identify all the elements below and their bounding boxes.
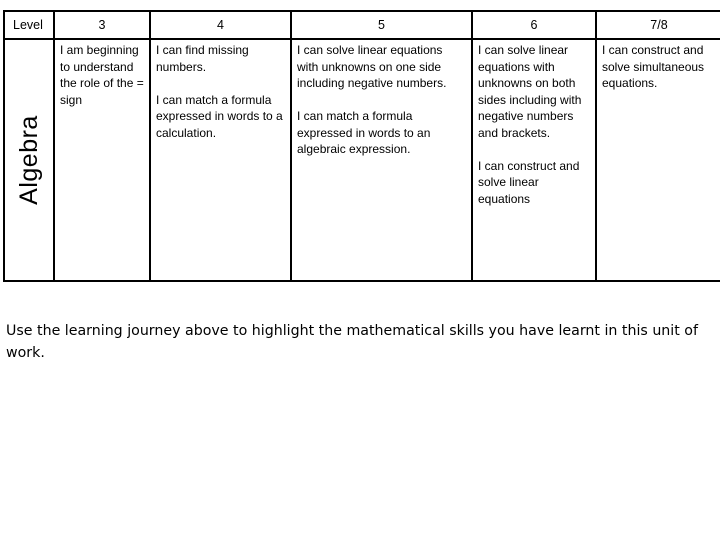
level-7-8-header: 7/8 [596,11,720,39]
level-4-header: 4 [150,11,291,39]
level-5-statement: I can solve linear equations with unknowns on one side including negative numbers. I can match a formula expressed in words to an algebraic expression. [291,39,472,281]
level-7-8-statement: I can construct and solve simultaneous equations. [596,39,720,281]
topic-label: Algebra [14,115,43,205]
level-header-row [4,11,720,39]
level-6-statement: I can solve linear equations with unknowns on both sides including with negative numbers and brackets. I can construct and solve linear equations [472,39,596,281]
algebra-row [4,39,720,281]
level-header: Level [4,11,54,39]
topic-cell [4,39,54,281]
level-3-header: 3 [54,11,150,39]
level-5-header: 5 [291,11,472,39]
learning-journey-table [3,10,720,282]
instruction-text: Use the learning journey above to highlight the mathematical skills you have learnt in this unit of work. [6,323,698,361]
level-4-statement: I can find missing numbers. I can match a formula expressed in words to a calculation. [150,39,291,281]
level-3-statement: I am beginning to understand the role of the = sign [54,39,150,281]
level-6-header: 6 [472,11,596,39]
